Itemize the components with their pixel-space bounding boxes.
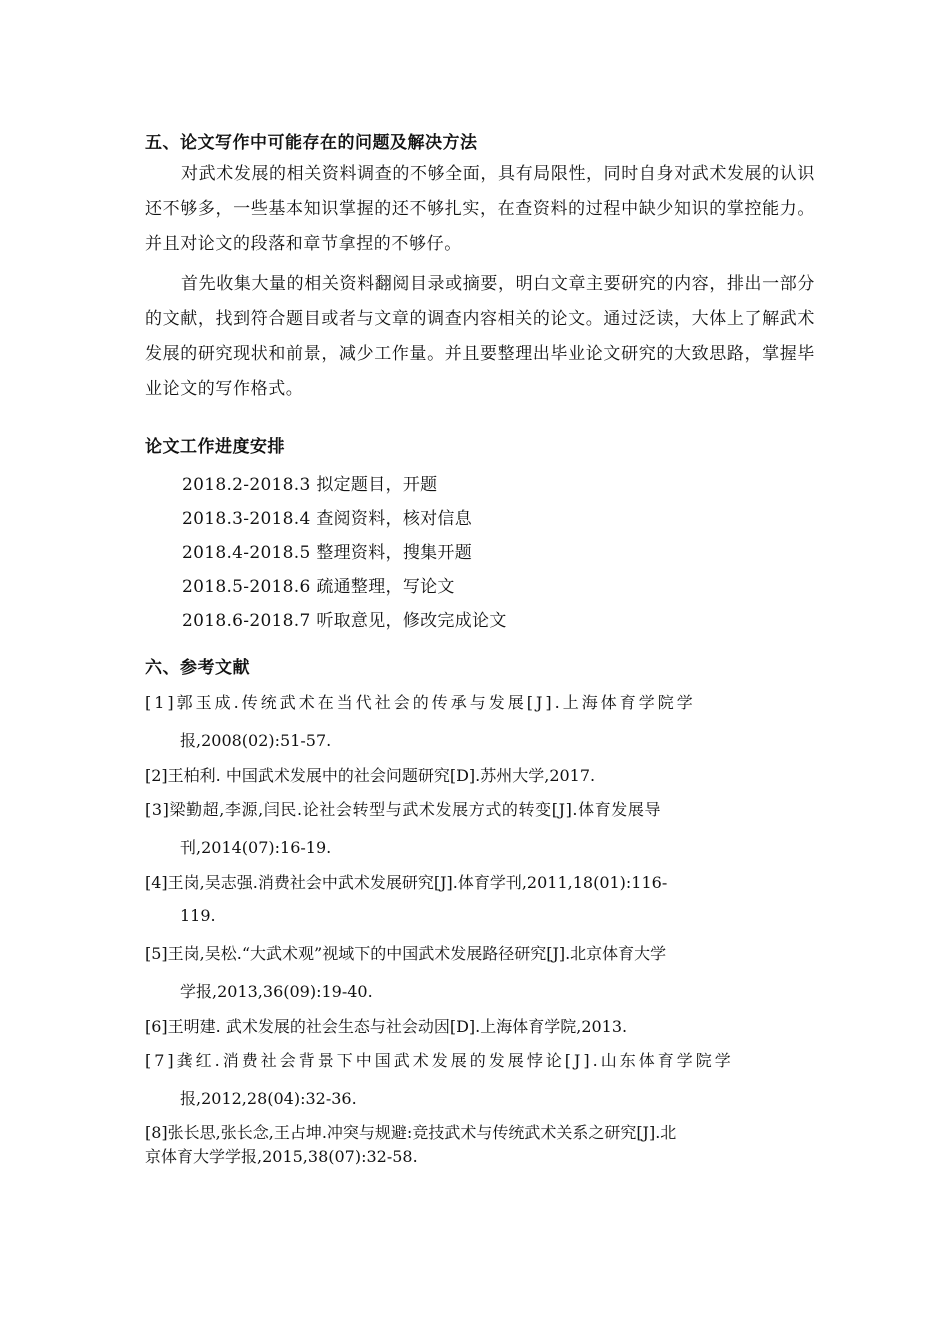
reference-3: [3]梁勤超,李源,闫民.论社会转型与武术发展方式的转变[J].体育发展导 (145, 800, 662, 819)
schedule-item: 2018.3-2018.4 查阅资料，核对信息 (182, 509, 473, 529)
reference-4: [4]王岗,吴志强.消费社会中武术发展研究[J].体育学刊,2011,18(01):116- (145, 873, 668, 892)
schedule-item: 2018.5-2018.6 疏通整理，写论文 (182, 577, 455, 597)
reference-7-continued: 报,2012,28(04):32-36. (180, 1089, 357, 1108)
schedule-heading: 论文工作进度安排 (145, 437, 285, 457)
reference-6: [6]王明建. 武术发展的社会生态与社会动因[D].上海体育学院,2013. (145, 1017, 628, 1036)
schedule-item: 2018.6-2018.7 听取意见，修改完成论文 (182, 611, 507, 631)
reference-2: [2]王柏利. 中国武术发展中的社会问题研究[D].苏州大学,2017. (145, 766, 596, 785)
reference-5-continued: 学报,2013,36(09):19-40. (180, 982, 373, 1001)
section5-heading: 五、论文写作中可能存在的问题及解决方法 (145, 133, 478, 153)
reference-1: [1]郭玉成.传统武术在当代社会的传承与发展[J].上海体育学院学 (145, 693, 696, 712)
reference-7: [7]龚红.消费社会背景下中国武术发展的发展悖论[J].山东体育学院学 (145, 1051, 734, 1070)
section5-paragraph-1: 对武术发展的相关资料调查的不够全面，具有局限性，同时自身对武术发展的认识还不够多，一些基本知识掌握的还不够扎实，在查资料的过程中缺少知识的掌控能力。并且对论文的段落和章节拿捏的不够仔。 (145, 164, 815, 254)
reference-8: [8]张长思,张长念,王占坤.冲突与规避:竞技武术与传统武术关系之研究[J].北 (145, 1123, 677, 1142)
reference-8-continued: 京体育大学学报,2015,38(07):32-58. (145, 1147, 418, 1166)
reference-3-continued: 刊,2014(07):16-19. (180, 838, 332, 857)
schedule-item: 2018.2-2018.3 拟定题目，开题 (182, 475, 438, 495)
references-heading: 六、参考文献 (145, 658, 250, 678)
section5-paragraph-2: 首先收集大量的相关资料翻阅目录或摘要，明白文章主要研究的内容，排出一部分的文献，找到符合题目或者与文章的调查内容相关的论文。通过泛读，大体上了解武术发展的研究现状和前景，减少工作量。并且要整理出毕业论文研究的大致思路，掌握毕业论文的写作格式。 (145, 274, 815, 399)
reference-1-continued: 报,2008(02):51-57. (180, 731, 332, 750)
reference-5: [5]王岗,吴松.“大武术观”视域下的中国武术发展路径研究[J].北京体育大学 (145, 944, 667, 963)
schedule-item: 2018.4-2018.5 整理资料，搜集开题 (182, 543, 473, 563)
reference-4-continued: 119. (180, 906, 216, 925)
